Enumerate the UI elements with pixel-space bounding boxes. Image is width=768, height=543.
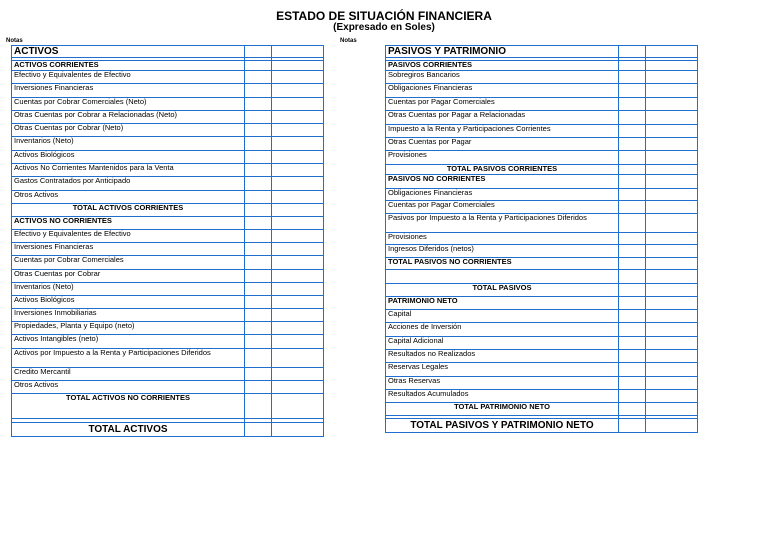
note-cell[interactable] — [619, 213, 646, 232]
line-item-label: Acciones de Inversión — [386, 323, 619, 336]
total-activos-corrientes: TOTAL ACTIVOS CORRIENTES — [12, 203, 245, 216]
note-cell[interactable] — [619, 309, 646, 322]
note-cell[interactable] — [245, 282, 272, 295]
note-cell[interactable] — [619, 363, 646, 376]
note-cell[interactable] — [245, 394, 272, 419]
note-cell[interactable] — [619, 46, 646, 58]
note-cell[interactable] — [619, 137, 646, 150]
note-cell[interactable] — [619, 71, 646, 84]
note-cell[interactable] — [619, 61, 646, 71]
note-cell[interactable] — [245, 190, 272, 203]
pasivos-patrimonio-table — [385, 45, 698, 433]
amount-cell[interactable] — [646, 376, 698, 389]
grand-total-row — [386, 419, 698, 433]
amount-cell[interactable] — [646, 419, 698, 433]
amount-cell[interactable] — [646, 232, 698, 245]
line-item-label: Gastos Contratados por Anticipado — [12, 177, 245, 190]
line-item-label: Otros Activos — [12, 380, 245, 393]
line-item-label: Cuentas por Pagar Comerciales — [386, 201, 619, 214]
amount-cell[interactable] — [646, 213, 698, 232]
total-row — [386, 257, 698, 269]
report-subtitle: (Expresado en Soles) — [333, 22, 435, 33]
line-item-label: Provisiones — [386, 151, 619, 164]
amount-cell[interactable] — [272, 380, 324, 393]
amount-cell[interactable] — [646, 201, 698, 214]
amount-cell[interactable] — [272, 348, 324, 367]
line-item-row — [12, 322, 324, 335]
note-cell[interactable] — [245, 61, 272, 71]
amount-cell[interactable] — [646, 296, 698, 309]
line-item-row — [12, 348, 324, 367]
line-item-row — [12, 335, 324, 348]
line-item-row — [386, 390, 698, 403]
note-cell[interactable] — [245, 164, 272, 177]
note-cell[interactable] — [245, 309, 272, 322]
line-item-row — [386, 376, 698, 389]
note-cell[interactable] — [619, 349, 646, 362]
note-cell[interactable] — [245, 216, 272, 229]
note-cell[interactable] — [245, 335, 272, 348]
line-item-label: Reservas Legales — [386, 363, 619, 376]
line-item-label: Capital — [386, 309, 619, 322]
amount-cell[interactable] — [646, 245, 698, 258]
line-item-label: Otras Cuentas por Cobrar (Neto) — [12, 124, 245, 137]
line-item-label: Resultados no Realizados — [386, 349, 619, 362]
amount-cell[interactable] — [272, 124, 324, 137]
note-cell[interactable] — [245, 322, 272, 335]
line-item-label: Impuesto a la Renta y Participaciones Corrientes — [386, 124, 619, 137]
note-cell[interactable] — [245, 269, 272, 282]
amount-cell[interactable] — [272, 61, 324, 71]
line-item-label: Ingresos Diferidos (netos) — [386, 245, 619, 258]
amount-cell[interactable] — [646, 188, 698, 201]
amount-cell[interactable] — [272, 203, 324, 216]
amount-cell[interactable] — [646, 151, 698, 164]
line-item-label: Otras Reservas — [386, 376, 619, 389]
activos-heading: ACTIVOS — [12, 46, 245, 58]
line-item-row — [12, 71, 324, 84]
note-cell[interactable] — [245, 177, 272, 190]
line-item-row — [12, 256, 324, 269]
heading-row — [386, 46, 698, 58]
note-cell[interactable] — [245, 229, 272, 242]
line-item-row — [386, 336, 698, 349]
line-item-label: Inversiones Inmobiliarias — [12, 309, 245, 322]
amount-cell[interactable] — [646, 390, 698, 403]
pasivos-heading: PASIVOS Y PATRIMONIO — [386, 46, 619, 58]
patrimonio-neto-heading: PATRIMONIO NETO — [386, 296, 619, 309]
amount-cell[interactable] — [272, 367, 324, 380]
amount-cell[interactable] — [272, 269, 324, 282]
note-cell[interactable] — [245, 256, 272, 269]
total-pasivos-y-patrimonio: TOTAL PASIVOS Y PATRIMONIO NETO — [386, 419, 619, 433]
section-row — [386, 174, 698, 188]
amount-cell[interactable] — [646, 61, 698, 71]
amount-cell[interactable] — [272, 110, 324, 123]
grand-total-row — [12, 423, 324, 437]
amount-cell[interactable] — [272, 150, 324, 163]
line-item-row — [12, 367, 324, 380]
line-item-row — [12, 124, 324, 137]
note-cell[interactable] — [619, 403, 646, 416]
note-cell[interactable] — [619, 257, 646, 269]
total-pasivos: TOTAL PASIVOS — [386, 283, 619, 296]
amount-cell[interactable] — [646, 111, 698, 124]
line-item-label: Obligaciones Financieras — [386, 84, 619, 97]
line-item-row — [386, 71, 698, 84]
activos-table — [11, 45, 324, 437]
spacer-cell — [386, 269, 619, 283]
line-item-label: Credito Mercantil — [12, 367, 245, 380]
line-item-row — [386, 201, 698, 214]
line-item-row — [386, 151, 698, 164]
report-title: ESTADO DE SITUACIÓN FINANCIERA — [276, 9, 492, 23]
line-item-label: Efectivo y Equivalentes de Efectivo — [12, 71, 245, 84]
amount-cell[interactable] — [646, 97, 698, 110]
line-item-label: Cuentas por Pagar Comerciales — [386, 97, 619, 110]
line-item-row — [12, 110, 324, 123]
note-cell[interactable] — [619, 124, 646, 137]
amount-cell[interactable] — [272, 71, 324, 84]
line-item-row — [386, 245, 698, 258]
activos-corrientes-heading: ACTIVOS CORRIENTES — [12, 61, 245, 71]
note-cell[interactable] — [619, 419, 646, 433]
amount-cell[interactable] — [646, 164, 698, 174]
amount-cell[interactable] — [272, 423, 324, 437]
amount-cell[interactable] — [272, 97, 324, 110]
amount-cell[interactable] — [272, 256, 324, 269]
total-row — [386, 164, 698, 174]
line-item-label: Inversiones Financieras — [12, 243, 245, 256]
line-item-row — [12, 309, 324, 322]
total-activos-no-corrientes: TOTAL ACTIVOS NO CORRIENTES — [12, 394, 245, 419]
note-cell[interactable] — [619, 323, 646, 336]
total-row — [386, 403, 698, 416]
note-cell[interactable] — [619, 188, 646, 201]
line-item-row — [12, 295, 324, 308]
line-item-label: Obligaciones Financieras — [386, 188, 619, 201]
note-cell[interactable] — [245, 150, 272, 163]
section-row — [12, 61, 324, 71]
amount-cell[interactable] — [646, 137, 698, 150]
line-item-row — [386, 309, 698, 322]
line-item-row — [386, 97, 698, 110]
line-item-row — [386, 124, 698, 137]
note-cell[interactable] — [619, 283, 646, 296]
amount-cell[interactable] — [646, 336, 698, 349]
amount-cell[interactable] — [272, 216, 324, 229]
line-item-row — [386, 349, 698, 362]
amount-cell[interactable] — [272, 190, 324, 203]
line-item-label: Sobregiros Bancarios — [386, 71, 619, 84]
line-item-row — [386, 111, 698, 124]
note-cell[interactable] — [245, 137, 272, 150]
amount-cell[interactable] — [272, 243, 324, 256]
total-patrimonio-neto: TOTAL PATRIMONIO NETO — [386, 403, 619, 416]
line-item-label: Inventarios (Neto) — [12, 282, 245, 295]
total-pasivos-corrientes: TOTAL PASIVOS CORRIENTES — [386, 164, 619, 174]
line-item-row — [12, 282, 324, 295]
spacer-row — [386, 269, 698, 283]
note-cell[interactable] — [245, 243, 272, 256]
amount-cell[interactable] — [272, 177, 324, 190]
total-activos: TOTAL ACTIVOS — [12, 423, 245, 437]
amount-cell[interactable] — [646, 323, 698, 336]
note-cell[interactable] — [245, 348, 272, 367]
amount-cell[interactable] — [646, 283, 698, 296]
note-cell[interactable] — [245, 423, 272, 437]
line-item-label: Inventarios (Neto) — [12, 137, 245, 150]
amount-cell[interactable] — [272, 295, 324, 308]
activos-no-corrientes-heading: ACTIVOS NO CORRIENTES — [12, 216, 245, 229]
heading-row — [12, 46, 324, 58]
amount-cell[interactable] — [646, 46, 698, 58]
note-cell[interactable] — [619, 336, 646, 349]
pasivos-corrientes-heading: PASIVOS CORRIENTES — [386, 61, 619, 71]
note-cell[interactable] — [619, 164, 646, 174]
line-item-label: Cuentas por Cobrar Comerciales — [12, 256, 245, 269]
line-item-label: Otras Cuentas por Cobrar — [12, 269, 245, 282]
line-item-label: Provisiones — [386, 232, 619, 245]
amount-cell[interactable] — [646, 174, 698, 188]
note-cell[interactable] — [245, 203, 272, 216]
amount-cell[interactable] — [646, 71, 698, 84]
line-item-label: Activos No Corrientes Mantenidos para la Venta — [12, 164, 245, 177]
note-cell[interactable] — [619, 151, 646, 164]
amount-cell[interactable] — [646, 403, 698, 416]
note-cell[interactable] — [245, 380, 272, 393]
line-item-row — [386, 323, 698, 336]
amount-cell[interactable] — [272, 322, 324, 335]
note-cell[interactable] — [619, 111, 646, 124]
amount-cell[interactable] — [646, 269, 698, 283]
section-row — [386, 296, 698, 309]
line-item-label: Otras Cuentas por Cobrar a Relacionadas (Neto) — [12, 110, 245, 123]
note-cell[interactable] — [619, 232, 646, 245]
line-item-row — [12, 269, 324, 282]
line-item-label: Otras Cuentas por Pagar — [386, 137, 619, 150]
pasivos-no-corrientes-heading: PASIVOS NO CORRIENTES — [386, 174, 619, 188]
line-item-label: Propiedades, Planta y Equipo (neto) — [12, 322, 245, 335]
note-cell[interactable] — [245, 84, 272, 97]
line-item-row — [386, 363, 698, 376]
line-item-label: Resultados Acumulados — [386, 390, 619, 403]
note-cell[interactable] — [245, 110, 272, 123]
amount-cell[interactable] — [272, 394, 324, 419]
line-item-row — [12, 380, 324, 393]
note-cell[interactable] — [619, 390, 646, 403]
amount-cell[interactable] — [646, 309, 698, 322]
line-item-label: Pasivos por Impuesto a la Renta y Participaciones Diferidos — [386, 213, 619, 232]
note-cell[interactable] — [245, 71, 272, 84]
line-item-row — [12, 190, 324, 203]
total-pasivos-no-corrientes: TOTAL PASIVOS NO CORRIENTES — [386, 257, 619, 269]
line-item-row — [12, 137, 324, 150]
note-cell[interactable] — [619, 245, 646, 258]
notas-label-right: Notas — [340, 38, 357, 44]
amount-cell[interactable] — [272, 46, 324, 58]
note-cell[interactable] — [245, 367, 272, 380]
note-cell[interactable] — [619, 376, 646, 389]
line-item-row — [386, 137, 698, 150]
amount-cell[interactable] — [646, 124, 698, 137]
line-item-row — [12, 177, 324, 190]
line-item-label: Cuentas por Cobrar Comerciales (Neto) — [12, 97, 245, 110]
note-cell[interactable] — [245, 97, 272, 110]
amount-cell[interactable] — [272, 309, 324, 322]
line-item-label: Efectivo y Equivalentes de Efectivo — [12, 229, 245, 242]
section-row — [12, 216, 324, 229]
line-item-row — [12, 97, 324, 110]
note-cell[interactable] — [245, 46, 272, 58]
total-row — [12, 203, 324, 216]
line-item-row — [12, 229, 324, 242]
note-cell[interactable] — [619, 174, 646, 188]
line-item-label: Inversiones Financieras — [12, 84, 245, 97]
amount-cell[interactable] — [272, 229, 324, 242]
line-item-row — [12, 84, 324, 97]
line-item-row — [386, 213, 698, 232]
line-item-row — [386, 232, 698, 245]
total-row — [12, 394, 324, 419]
amount-cell[interactable] — [272, 164, 324, 177]
note-cell[interactable] — [619, 269, 646, 283]
line-item-label: Otras Cuentas por Pagar a Relacionadas — [386, 111, 619, 124]
line-item-label: Activos por Impuesto a la Renta y Participaciones Diferidos — [12, 348, 245, 367]
amount-cell[interactable] — [272, 335, 324, 348]
line-item-row — [12, 150, 324, 163]
amount-cell[interactable] — [646, 84, 698, 97]
amount-cell[interactable] — [272, 282, 324, 295]
line-item-label: Otros Activos — [12, 190, 245, 203]
notas-label-left: Notas — [6, 38, 23, 44]
amount-cell[interactable] — [646, 257, 698, 269]
note-cell[interactable] — [619, 296, 646, 309]
line-item-row — [12, 243, 324, 256]
amount-cell[interactable] — [646, 349, 698, 362]
note-cell[interactable] — [619, 84, 646, 97]
line-item-row — [386, 188, 698, 201]
note-cell[interactable] — [245, 124, 272, 137]
line-item-label: Activos Biológicos — [12, 150, 245, 163]
section-row — [386, 61, 698, 71]
note-cell[interactable] — [619, 97, 646, 110]
total-row — [386, 283, 698, 296]
line-item-label: Activos Biológicos — [12, 295, 245, 308]
amount-cell[interactable] — [646, 363, 698, 376]
note-cell[interactable] — [619, 201, 646, 214]
amount-cell[interactable] — [272, 137, 324, 150]
line-item-row — [386, 84, 698, 97]
line-item-label: Activos Intangibles (neto) — [12, 335, 245, 348]
amount-cell[interactable] — [272, 84, 324, 97]
line-item-row — [12, 164, 324, 177]
line-item-label: Capital Adicional — [386, 336, 619, 349]
note-cell[interactable] — [245, 295, 272, 308]
